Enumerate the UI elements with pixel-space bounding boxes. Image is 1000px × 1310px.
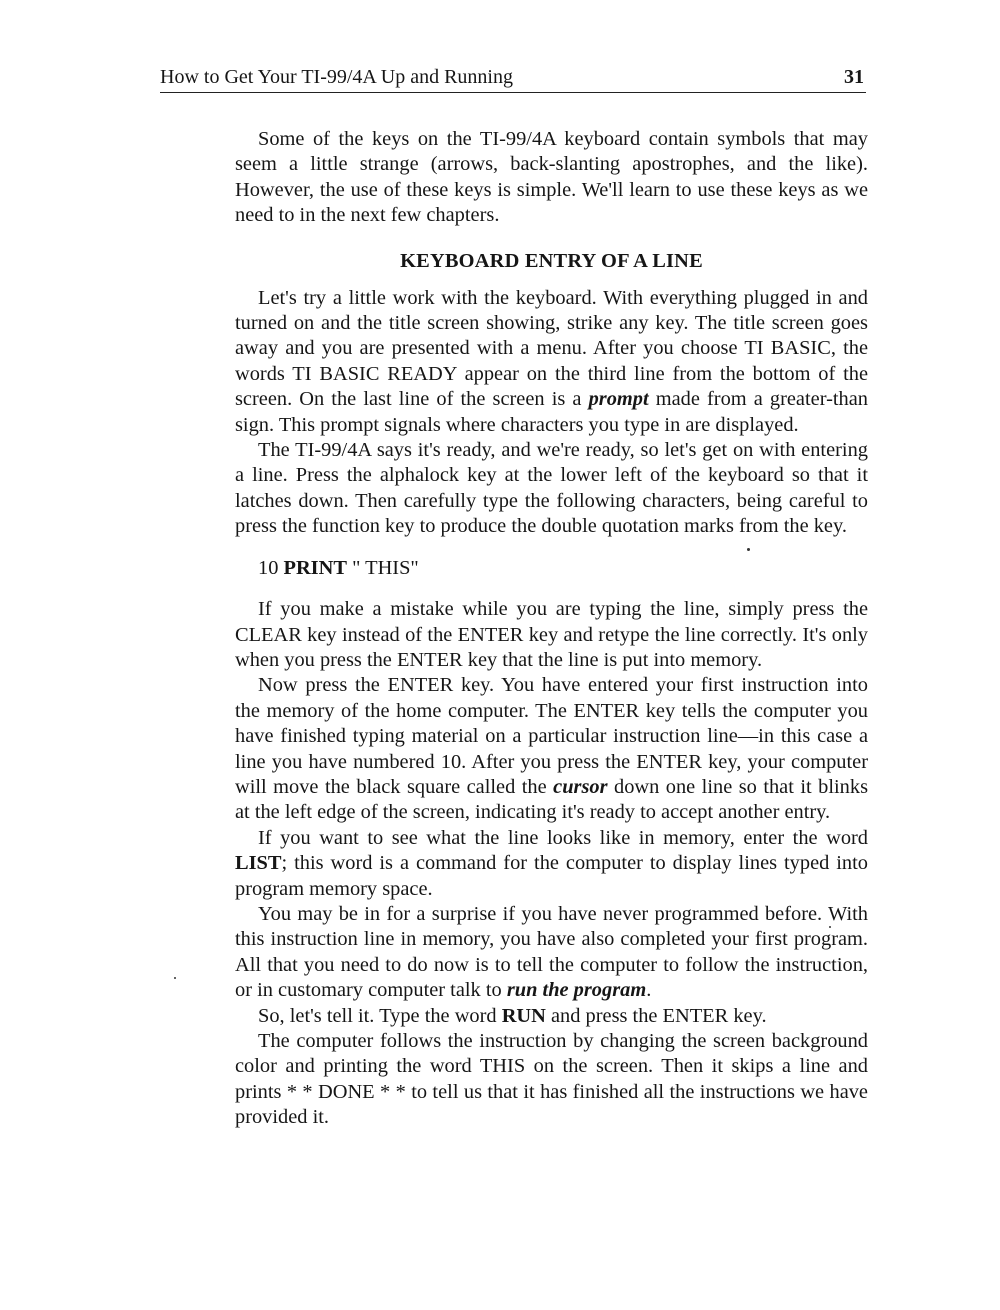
code-argument: " THIS" [352, 556, 419, 579]
page-number: 31 [844, 66, 864, 88]
scan-speck [174, 977, 176, 979]
paragraph-list [235, 826, 868, 902]
paragraph-enter-key [235, 673, 868, 825]
paragraph-keyboard-work [235, 286, 868, 438]
paragraph-mistake: If you make a mistake while you are typing the line, simply press the CLEAR key instead of the ENTER key and retype the line correctly. It's only when you press the ENTER key that the line is put into memory. [235, 598, 868, 671]
paragraph-entering-line: The TI-99/4A says it's ready, and we're ready, so let's get on with entering a line. Press the alphalock key at the lower left of the keyboard so that it latches down. Then carefully type the following characters, being careful to press the function key to produce the double quotation marks from the key. [235, 439, 868, 538]
paragraph-surprise [235, 902, 868, 1004]
page-body [235, 127, 868, 1131]
emphasis-run-the-program: run the program [506, 979, 647, 1002]
intro-paragraph: Some of the keys on the TI-99/4A keyboard contain symbols that may seem a little strange (arrows, back-slanting apostrophes, and the like). However, the use of these keys is simple. We'll learn to use these keys as we need to in the next few chapters. [235, 128, 868, 227]
scan-speck [829, 926, 831, 928]
text-run: down one line so that it blinks at the left edge of the screen, indicating it's ready to accept another entry. [235, 775, 869, 824]
paragraph-result: The computer follows the instruction by changing the screen background color and printing the word THIS on the screen. Then it skips a line and prints * * DONE * * to tell us that it has finished all the instructions we have provided it. [235, 1030, 868, 1129]
running-title: How to Get Your TI-99/4A Up and Running [160, 66, 513, 88]
emphasis-cursor: cursor [553, 775, 608, 798]
keyword-run: RUN [501, 1004, 546, 1027]
text-run: Let's try a little work with the keyboard. With everything plugged in and turned on and the title screen showing, strike any key. The title screen goes away and you are presented with a menu. After you choose TI BASIC, the words TI BASIC READY appear on the third line from the bottom of the screen. On the last line of the screen is a [235, 286, 868, 411]
code-line-number: 10 [258, 556, 279, 579]
text-run: ; this word is a command for the computer to display lines typed into program memory space. [235, 852, 868, 900]
text-run: So, let's tell it. Type the word [258, 1004, 502, 1027]
scan-speck [747, 548, 750, 551]
section-heading: KEYBOARD ENTRY OF A LINE [400, 249, 703, 272]
text-run: You may be in for a surprise if you have never programmed before. With this instruction line in memory, you have also completed your first program. All that you need to do now is to tell the computer to follow the instruction, or in customary computer talk to [235, 902, 868, 1002]
code-keyword: PRINT [283, 556, 347, 579]
code-line [258, 556, 868, 581]
text-run: and press the ENTER key. [545, 1004, 767, 1027]
text-run: Now press the ENTER key. You have entered your first instruction into the memory of the home computer. The ENTER key tells the computer you have finished typing material on a particular instruction line—in this case a line you have numbered 10. After you press the ENTER key, your computer will move the black square called the [235, 674, 868, 798]
keyword-list: LIST [235, 852, 282, 875]
text-run: If you want to see what the line looks like in memory, enter the word [258, 826, 868, 849]
text-run: made from a greater-than sign. This prompt signals where characters you type in are displayed. [235, 388, 868, 436]
text-run: . [646, 979, 652, 1002]
paragraph-run [235, 1004, 868, 1029]
emphasis-prompt: prompt [588, 388, 649, 411]
running-header [160, 66, 866, 93]
